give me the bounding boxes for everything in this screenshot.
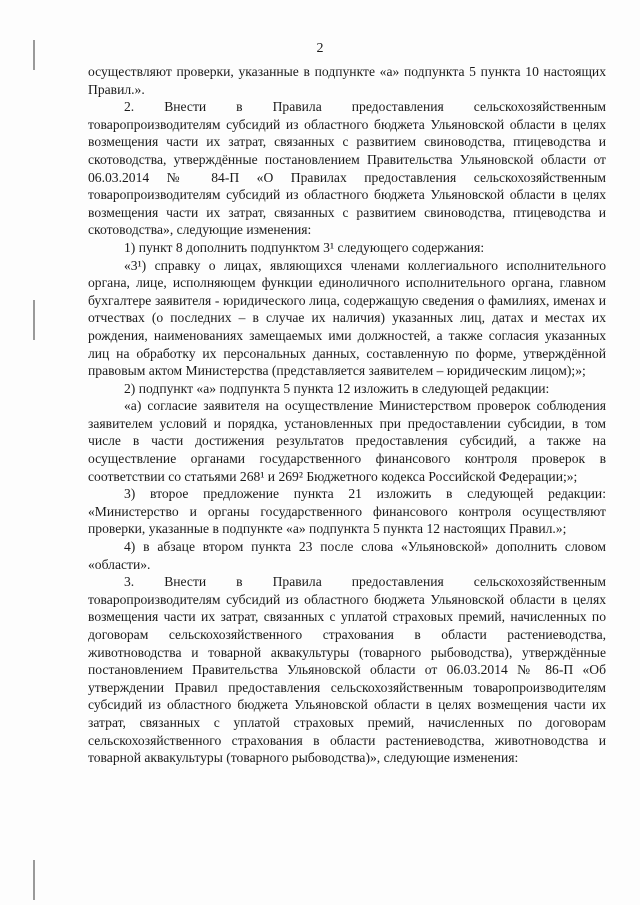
paragraph-subitem-2: 2) подпункт «а» подпункта 5 пункта 12 изложить в следующей редакции:	[124, 380, 550, 396]
paragraph-subitem-1: 1) пункт 8 дополнить подпунктом 3¹ следующего содержания:	[124, 239, 485, 255]
scan-edge-mark	[33, 860, 35, 900]
paragraph-subitem-4: 4) в абзаце втором пункта 23 после слова «Ульяновской» дополнить словом «области».	[88, 539, 606, 572]
paragraph-subitem-3: 3) второе предложение пункта 21 изложить в следующей редакции: «Министерство и органы государственного финансового контроля осуществляют проверки, указанные в подпункте «а» подпункта 5 пункта 12 настоящих Правил.»;	[88, 486, 606, 537]
paragraph-item-3: 3. Внести в Правила предоставления сельскохозяйственным товаропроизводителям субсидий из областного бюджета Ульяновской области в целях возмещения части их затрат, связанных с уплатой страховых премий, начисленных по договорам сельскохозяйственного страхования в области растениеводства, животноводства и товарной аквакультуры (товарного рыбоводства), утверждённые постановлением Правительства Ульяновской области от 06.03.2014 № 86-П «Об утверждении Правил предоставления сельскохозяйственным товаропроизводителям субсидий из областного бюджета Ульяновской области в целях возмещения части их затрат, связанных с уплатой страховых премий, начисленных по договорам сельскохозяйственного страхования в области растениеводства, животноводства и товарной аквакультуры (товарного рыбоводства)», следующие изменения:	[88, 574, 606, 766]
page-number: 2	[316, 41, 324, 56]
document-body	[88, 63, 606, 767]
paragraph-quote-3-1: «3¹) справку о лицах, являющихся членами коллегиального исполнительного органа, лице, исполняющем функции единоличного исполнительного органа, главном бухгалтере заявителя - юридического лица, содержащую сведения о фамилиях, именах и отчествах (о последних – в случае их наличия) указанных лиц, датах и местах их рождения, наименованиях замещаемых ими должностей, а также согласия указанных лиц на обработку их персональных данных, составленную по форме, утверждённой правовым актом Министерства (представляется заявителем – юридическим лицом);»;	[88, 257, 606, 379]
scan-edge-mark	[33, 300, 35, 340]
paragraph-continuation: осуществляют проверки, указанные в подпункте «а» подпункта 5 пункта 10 настоящих Правил.».	[88, 64, 606, 97]
paragraph-item-2: 2. Внести в Правила предоставления сельскохозяйственным товаропроизводителям субсидий из областного бюджета Ульяновской области в целях возмещения части их затрат, связанных с развитием свиноводства, птицеводства и скотоводства, утверждённые постановлением Правительства Ульяновской области от 06.03.2014 № 84-П «О Правилах предоставления сельскохозяйственным товаропроизводителям субсидий из областного бюджета Ульяновской области в целях возмещения части их затрат, связанных с развитием свиноводства, птицеводства и скотоводства», следующие изменения:	[88, 99, 606, 238]
paragraph-quote-a: «а) согласие заявителя на осуществление Министерством проверок соблюдения заявителем условий и порядка, установленных при предоставлении субсидии, в том числе в части достижения результатов предоставления субсидий, а также на осуществление органами государственного финансового контроля проверок в соответствии со статьями 268¹ и 269² Бюджетного кодекса Российской Федерации;»;	[88, 398, 606, 484]
